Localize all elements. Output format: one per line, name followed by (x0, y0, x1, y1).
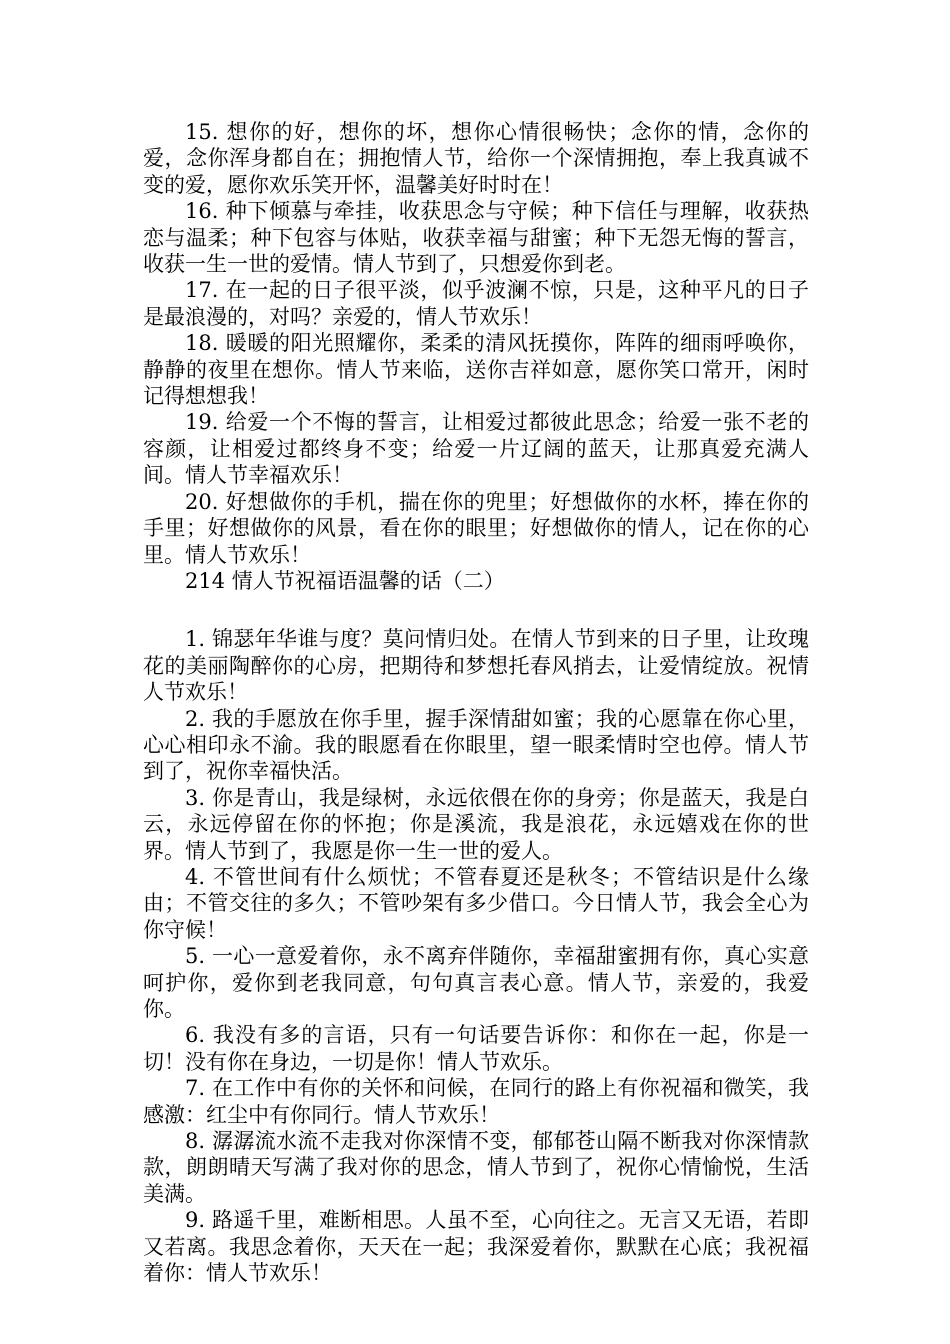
paragraph-19: 19. 给爱一个不悔的誓言，让相爱过都彼此思念；给爱一张不老的容颜，让相爱过都终身不变；给爱一片辽阔的蓝天，让那真爱充满人间。情人节幸福欢乐！ (143, 410, 809, 488)
paragraph-20: 20. 好想做你的手机，揣在你的兜里；好想做你的水杯，捧在你的手里；好想做你的风景，看在你的眼里；好想做你的情人，记在你的心里。情人节欢乐！ (143, 489, 809, 567)
paragraph-6: 6. 我没有多的言语，只有一句话要告诉你：和你在一起，你是一切！没有你在身边，一切是你！情人节欢乐。 (143, 1023, 809, 1074)
paragraph-8: 8. 潺潺流水流不走我对你深情不变，郁郁苍山隔不断我对你深情款款，朗朗晴天写满了我对你的思念，情人节到了，祝你心情愉悦，生活美满。 (143, 1129, 809, 1206)
section-spacer (143, 594, 809, 626)
paragraph-16: 16. 种下倾慕与牵挂，收获思念与守候；种下信任与理解，收获热恋与温柔；种下包容与体贴，收获幸福与甜蜜；种下无怨无悔的誓言，收获一生一世的爱情。情人节到了，只想爱你到老。 (143, 199, 809, 277)
document-page (143, 119, 809, 1286)
paragraph-15: 15. 想你的好，想你的坏，想你心情很畅快；念你的情，念你的爱，念你浑身都自在；拥抱情人节，给你一个深情拥抱，奉上我真诚不变的爱，愿你欢乐笑开怀，温馨美好时时在！ (143, 120, 809, 197)
paragraph-9: 9. 路遥千里，难断相思。人虽不至，心向往之。无言又无语，若即又若离。我思念着你，天天在一起；我深爱着你，默默在心底；我祝福着你：情人节欢乐！ (143, 1208, 809, 1286)
section-heading: 214 情人节祝福语温馨的话（二） (185, 568, 505, 593)
paragraph-4: 4. 不管世间有什么烦忧；不管春夏还是秋冬；不管结识是什么缘由；不管交往的多久；不管吵架有多少借口。今日情人节，我会全心为你守候！ (143, 864, 809, 942)
paragraph-18: 18. 暖暖的阳光照耀你，柔柔的清风抚摸你，阵阵的细雨呼唤你，静静的夜里在想你。情人节来临，送你吉祥如意，愿你笑口常开，闲时记得想想我！ (143, 331, 809, 409)
paragraph-5: 5. 一心一意爱着你，永不离弃伴随你，幸福甜蜜拥有你，真心实意呵护你，爱你到老我同意，句句真言表心意。情人节，亲爱的，我爱你。 (143, 944, 809, 1021)
paragraph-1: 1. 锦瑟年华谁与度？莫问情归处。在情人节到来的日子里，让玫瑰花的美丽陶醉你的心房，把期待和梦想托春风捎去，让爱情绽放。祝情人节欢乐！ (143, 627, 809, 705)
paragraph-2: 2. 我的手愿放在你手里，握手深情甜如蜜；我的心愿靠在你心里，心心相印永不渝。我的眼愿看在你眼里，望一眼柔情时空也停。情人节到了，祝你幸福快活。 (143, 706, 809, 784)
paragraph-17: 17. 在一起的日子很平淡，似乎波澜不惊，只是，这种平凡的日子是最浪漫的，对吗？亲爱的，情人节欢乐！ (143, 278, 809, 329)
paragraph-7: 7. 在工作中有你的关怀和问候，在同行的路上有你祝福和微笑，我感激：红尘中有你同行。情人节欢乐！ (143, 1076, 809, 1127)
paragraph-3: 3. 你是青山，我是绿树，永远依偎在你的身旁；你是蓝天，我是白云，永远停留在你的怀抱；你是溪流，我是浪花，永远嬉戏在你的世界。情人节到了，我愿是你一生一世的爱人。 (143, 785, 809, 863)
